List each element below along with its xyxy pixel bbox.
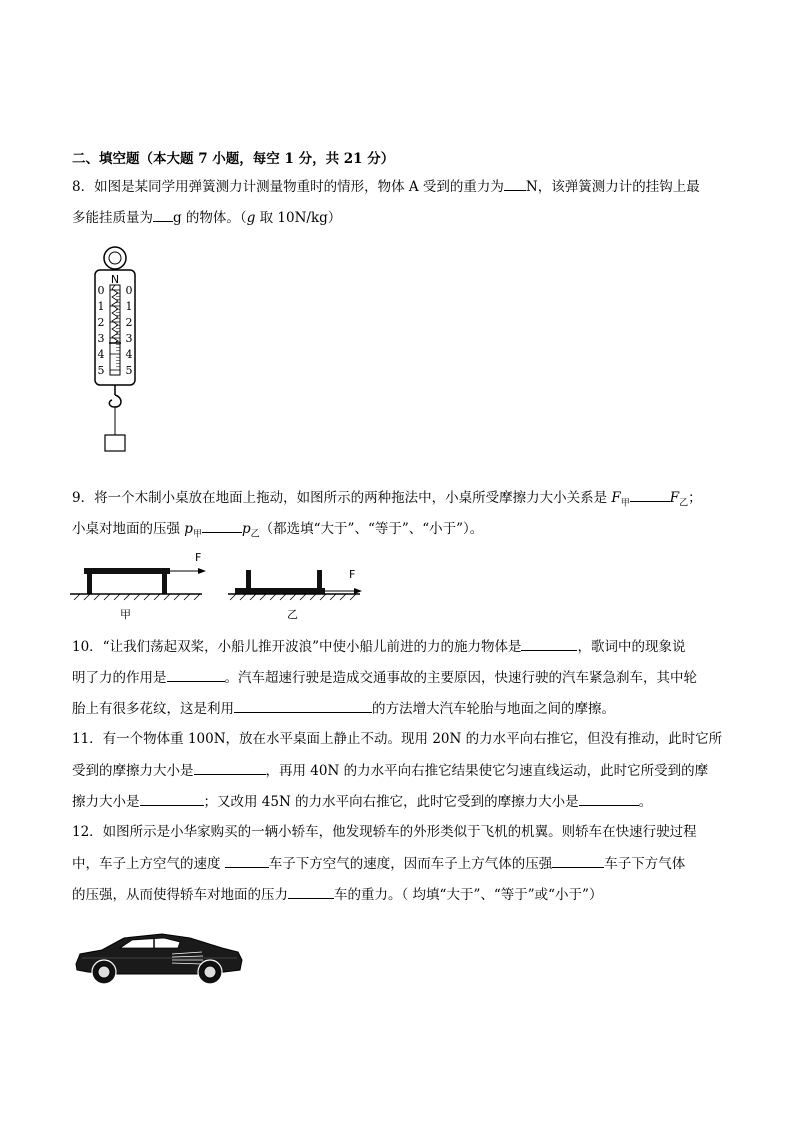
- q12-blank-2[interactable]: [552, 854, 604, 868]
- scale-tick-label-left: 1: [97, 300, 105, 313]
- scale-tick-label-right: 2: [125, 316, 133, 329]
- table-yi: [228, 568, 362, 621]
- q10-line1: 10．“让我们荡起双桨，小船儿推开波浪”中使小船儿前进的力的施力物体是 ，歌词中的现象说: [72, 639, 686, 655]
- unit-label: N: [110, 273, 120, 286]
- scale-tick-label-left: 3: [97, 332, 105, 345]
- q11-line1: 11．有一个物体重 100N，放在水平桌面上静止不动。现用 20N 的力水平向右推它，但没有推动，此时它所: [72, 731, 723, 747]
- q11-blank-3[interactable]: [579, 792, 639, 806]
- fig-label-yi: 乙: [287, 608, 298, 621]
- scale-tick-label-right: 3: [125, 332, 133, 345]
- block-a: [105, 435, 125, 451]
- spring-scale-figure: [90, 245, 150, 455]
- q10-line2: 明了力的作用是 。汽车超速行驶是造成交通事故的主要原因，快速行驶的汽车紧急刹车，其中轮: [72, 670, 697, 686]
- scale-tick-label-right: 4: [125, 348, 133, 361]
- scale-tick-label-left: 4: [97, 348, 105, 361]
- scale-tick-label-right: 5: [125, 364, 133, 377]
- q12-blank-3[interactable]: [288, 885, 334, 899]
- q11-line2: 受到的摩擦力大小是 ，再用 40N 的力水平向右推它结果使它匀速直线运动，此时它所受到的摩: [72, 763, 709, 779]
- q10-line3: 胎上有很多花纹，这是利用 的方法增大汽车轮胎与地面之间的摩擦。: [72, 701, 615, 717]
- scale-tick-label-left: 0: [97, 284, 105, 297]
- scale-tick-label-right: 1: [125, 300, 133, 313]
- tables-figure: [70, 548, 370, 628]
- scale-ring: [104, 247, 126, 269]
- scale-tick-label-right: 0: [125, 284, 133, 297]
- q9-line2: 小桌对地面的压强 $p_甲$ $p_乙$（都选填“大于”、“等于”、“小于”）。: [72, 521, 484, 540]
- force-label-jia: F: [195, 551, 202, 564]
- q12-line1: 12．如图所示是小华家购买的一辆小轿车，他发现轿车的外形类似于飞机的机翼。则轿车在快速行驶过程: [72, 824, 697, 840]
- q10-blank-2[interactable]: [167, 668, 225, 682]
- q10-blank-1[interactable]: [521, 637, 577, 651]
- q11-line3: 擦力大小是 ；又改用 45N 的力水平向右推它，此时它受到的摩擦力大小是 。: [72, 794, 653, 810]
- q9-blank-2[interactable]: [202, 519, 242, 533]
- force-label-yi: F: [349, 568, 356, 581]
- car-figure: [72, 928, 247, 988]
- q8-blank-2[interactable]: [153, 208, 173, 222]
- q10-blank-3[interactable]: [234, 699, 372, 713]
- hook: [109, 395, 121, 407]
- q8-line2: 多能挂质量为 g 的物体。（g 取 10N/kg）: [72, 210, 342, 226]
- q11-blank-1[interactable]: [194, 761, 266, 775]
- section-title: 二、填空题（本大题 7 小题，每空 1 分，共 21 分）: [72, 151, 395, 167]
- q12-blank-1[interactable]: [225, 854, 269, 868]
- q8-line1: 8．如图是某同学用弹簧测力计测量物重时的情形，物体 A 受到的重力为 N，该弹簧测力计的挂钩上最: [72, 179, 700, 195]
- scale-tick-label-left: 5: [97, 364, 105, 377]
- q8-blank-1[interactable]: [504, 177, 526, 191]
- q12-line3: 的压强，从而使得轿车对地面的压力 车的重力。（ 均填“大于”、“等于”或“小于”）: [72, 887, 603, 903]
- q11-blank-2[interactable]: [140, 792, 204, 806]
- q9-line1: 9．将一个木制小桌放在地面上拖动，如图所示的两种拖法中，小桌所受摩擦力大小关系是 $F_甲$ $F_乙$；: [72, 490, 702, 509]
- q9-blank-1[interactable]: [630, 488, 670, 502]
- q12-line2: 中，车子上方空气的速度 车子下方空气的速度，因而车子上方气体的压强 车子下方气体: [72, 856, 686, 872]
- scale-tick-label-left: 2: [97, 316, 105, 329]
- table-jia: [70, 551, 206, 621]
- fig-label-jia: 甲: [120, 608, 131, 621]
